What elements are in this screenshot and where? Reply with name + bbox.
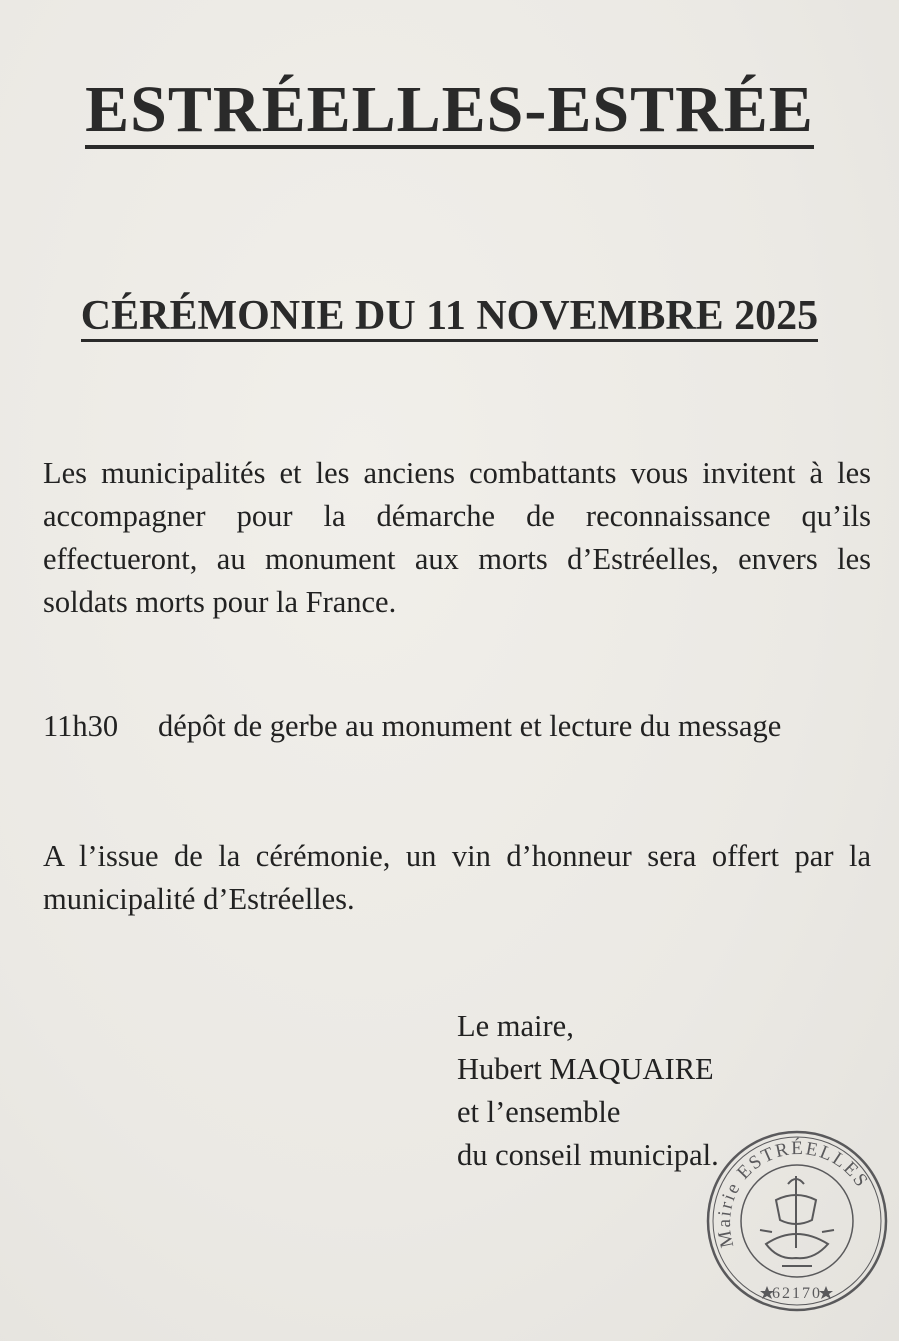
signature-line-role: Le maire, xyxy=(457,1009,574,1043)
program-description: dépôt de gerbe au monument et lecture du message xyxy=(158,709,782,743)
signature-line-name: Hubert MAQUAIRE xyxy=(457,1052,714,1086)
page-title xyxy=(0,72,899,149)
stamp-postal-code: 62170 xyxy=(772,1285,822,1302)
reception-paragraph: A l’issue de la cérémonie, un vin d’honneur sera offert par la municipalité d’Estréelles. xyxy=(43,839,871,916)
program-item xyxy=(43,705,871,748)
stamp-arc-text: Mairie ESTRÉELLES xyxy=(713,1137,873,1250)
stamp-emblem xyxy=(760,1176,834,1266)
mairie-stamp xyxy=(704,1128,890,1314)
program-time: 11h30 xyxy=(43,709,119,743)
title-text: ESTRÉELLES-ESTRÉE xyxy=(85,77,814,149)
signature-line-council: du conseil municipal. xyxy=(457,1138,719,1172)
signature-line-and: et l’ensemble xyxy=(457,1095,621,1129)
invitation-paragraph: Les municipalités et les anciens combattants vous invitent à les accompagner pour la démarche de reconnaissance qu’ils effectueront, au monument aux morts d’Estréelles, envers les soldats morts pour la France. xyxy=(43,456,871,619)
event-heading xyxy=(0,292,899,342)
event-heading-text: CÉRÉMONIE DU 11 NOVEMBRE 2025 xyxy=(81,294,818,342)
